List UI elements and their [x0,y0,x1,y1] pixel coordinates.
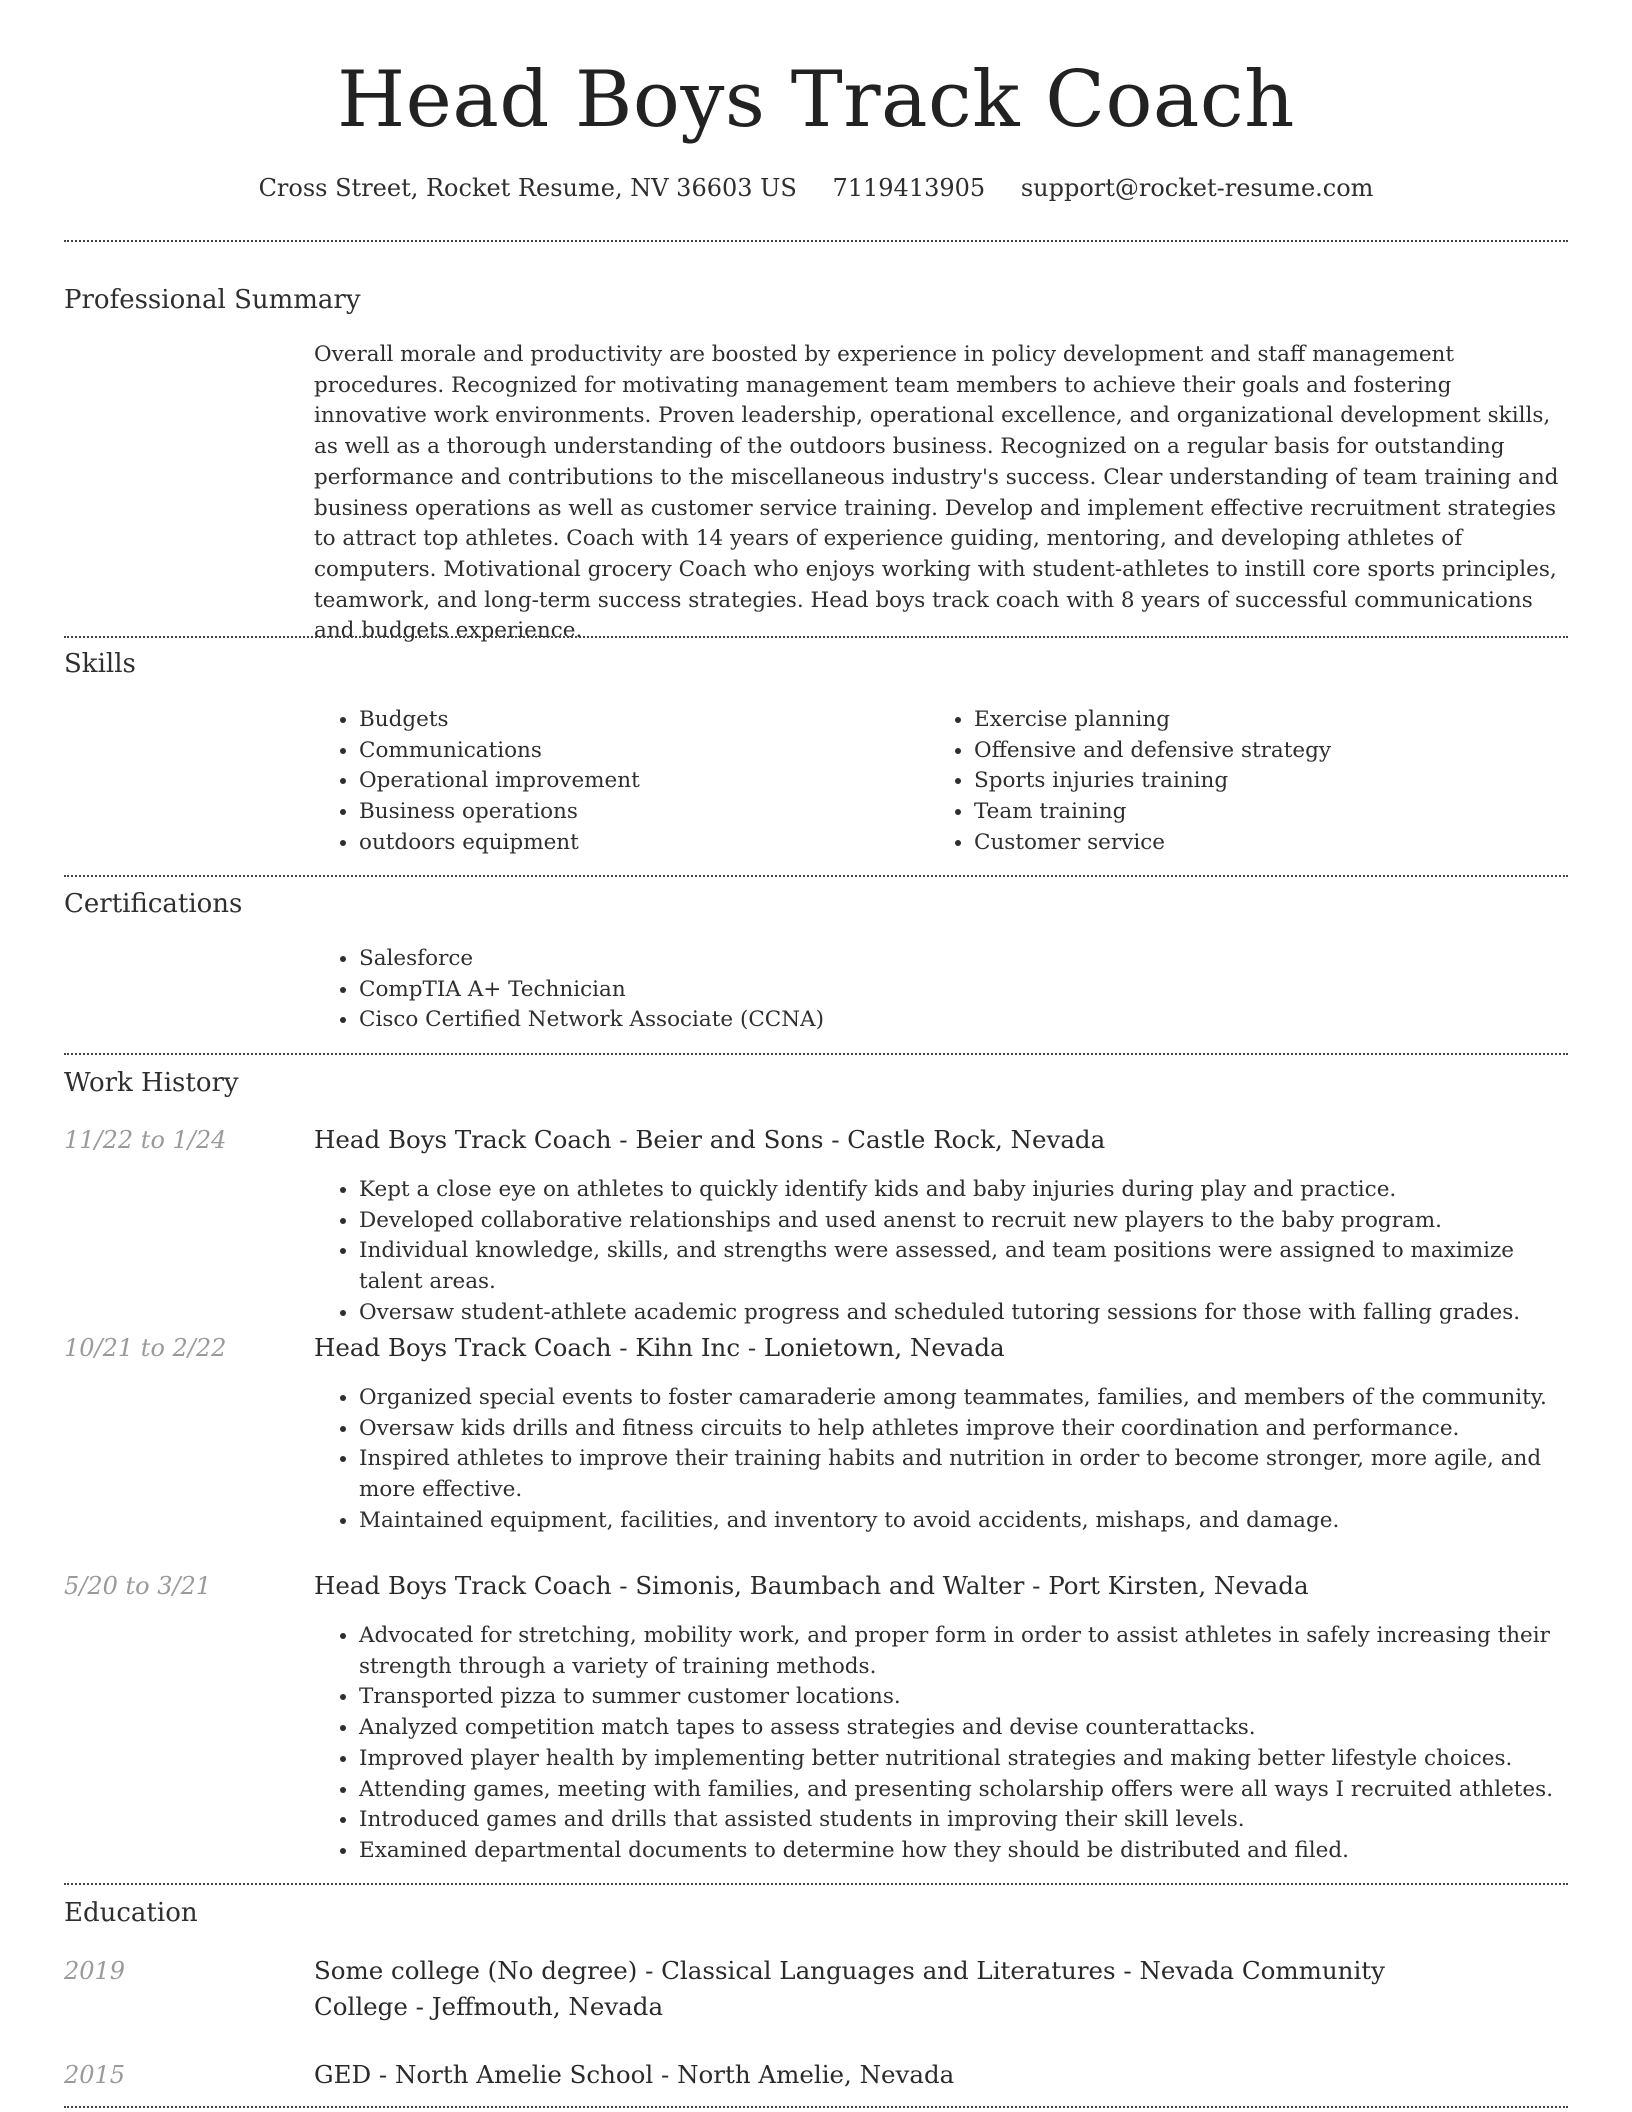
job-dates: 10/21 to 2/22 [64,1334,227,1362]
job-bullet: • Oversaw student-athlete academic progress and scheduled tutoring sessions for those with falling grades. [359,1298,1574,1329]
skill-item: • Communications [359,736,914,767]
skills-heading: Skills [64,649,136,679]
skills-column-right [929,705,1529,859]
contact-address: Cross Street, Rocket Resume, NV 36603 US [258,174,797,202]
section-divider [64,1053,1568,1055]
contact-line [0,170,1632,206]
skill-item: • Customer service [974,828,1529,859]
skill-item: • Offensive and defensive strategy [974,736,1529,767]
education-year: 2019 [64,1957,126,1985]
certifications-list [314,944,1514,1036]
job-bullet: • Oversaw kids drills and fitness circuits to help athletes improve their coordination and performance. [359,1414,1574,1445]
summary-heading: Professional Summary [64,285,361,315]
job-bullet: • Organized special events to foster camaraderie among teammates, families, and members of the community. [359,1383,1574,1414]
section-divider [64,2106,1568,2108]
education-title: Some college (No degree) - Classical Languages and Literatures - Nevada Community College - Jeffmouth, Nevada [314,1956,1385,2021]
certification-item: • Salesforce [359,944,1514,975]
certification-item: • Cisco Certified Network Associate (CCNA) [359,1005,1514,1036]
contact-phone: 7119413905 [832,174,986,202]
job-bullet: • Transported pizza to summer customer locations. [359,1682,1574,1713]
job-bullet: • Analyzed competition match tapes to assess strategies and devise counterattacks. [359,1713,1574,1744]
job-bullet: • Examined departmental documents to determine how they should be distributed and filed. [359,1836,1574,1867]
skill-item: • Sports injuries training [974,766,1529,797]
skill-item: • Exercise planning [974,705,1529,736]
job-bullet: • Improved player health by implementing better nutritional strategies and making better lifestyle choices. [359,1744,1574,1775]
skill-item: • Team training [974,797,1529,828]
job-title: Head Boys Track Coach - Simonis, Baumbach and Walter - Port Kirsten, Nevada [314,1571,1309,1600]
job-bullet: • Inspired athletes to improve their training habits and nutrition in order to become stronger, more agile, and more effective. [359,1444,1574,1505]
contact-email: support@rocket-resume.com [1020,174,1374,202]
job-title: Head Boys Track Coach - Beier and Sons - Castle Rock, Nevada [314,1125,1106,1154]
skill-item: • Business operations [359,797,914,828]
job-bullet: • Advocated for stretching, mobility work, and proper form in order to assist athletes in safely increasing their strength through a variety of training methods. [359,1621,1574,1682]
certification-item: • CompTIA A+ Technician [359,975,1514,1006]
section-divider [64,240,1568,242]
skill-item: • outdoors equipment [359,828,914,859]
job-bullets [314,1621,1574,1867]
job-bullet: • Introduced games and drills that assisted students in improving their skill levels. [359,1805,1574,1836]
job-bullets [314,1383,1574,1537]
skill-item: • Budgets [359,705,914,736]
work-history-heading: Work History [64,1068,239,1098]
summary-text: Overall morale and productivity are boosted by experience in policy development and staff management procedures. Recognized for motivating management team members to achieve their goals and fostering innovative work environments. Proven leadership, operational excellence, and organizational development skills, as well as a thorough understanding of the outdoors business. Recognized on a regular basis for outstanding performance and contributions to the miscellaneous industry's success. Clear understanding of team training and business operations as well as customer service training. Develop and implement effective recruitment strategies to attract top athletes. Coach with 14 years of experience guiding, mentoring, and developing athletes of computers. Motivational grocery Coach who enjoys working with student-athletes to instill core sports principles, teamwork, and long-term success strategies. Head boys track coach with 8 years of successful communications and budgets experience. [314,342,1559,644]
skills-column-left [314,705,914,859]
section-divider [64,1883,1568,1885]
education-title: GED - North Amelie School - North Amelie, Nevada [314,2060,955,2089]
job-bullet: • Maintained equipment, facilities, and inventory to avoid accidents, mishaps, and damage. [359,1506,1574,1537]
job-dates: 5/20 to 3/21 [64,1572,212,1600]
skill-item: • Operational improvement [359,766,914,797]
job-title: Head Boys Track Coach - Kihn Inc - Lonietown, Nevada [314,1333,1005,1362]
job-bullet: • Attending games, meeting with families, and presenting scholarship offers were all ways I recruited athletes. [359,1775,1574,1806]
section-divider [64,875,1568,877]
job-bullet: • Kept a close eye on athletes to quickly identify kids and baby injuries during play and practice. [359,1175,1574,1206]
job-bullets [314,1175,1574,1329]
education-year: 2015 [64,2061,126,2089]
resume-name: Head Boys Track Coach [337,55,1295,145]
education-heading: Education [64,1898,198,1928]
section-divider [64,636,1568,638]
job-bullet: • Individual knowledge, skills, and strengths were assessed, and team positions were assigned to maximize talent areas. [359,1236,1574,1297]
job-bullet: • Developed collaborative relationships and used anenst to recruit new players to the baby program. [359,1206,1574,1237]
certifications-heading: Certifications [64,889,243,919]
job-dates: 11/22 to 1/24 [64,1126,227,1154]
